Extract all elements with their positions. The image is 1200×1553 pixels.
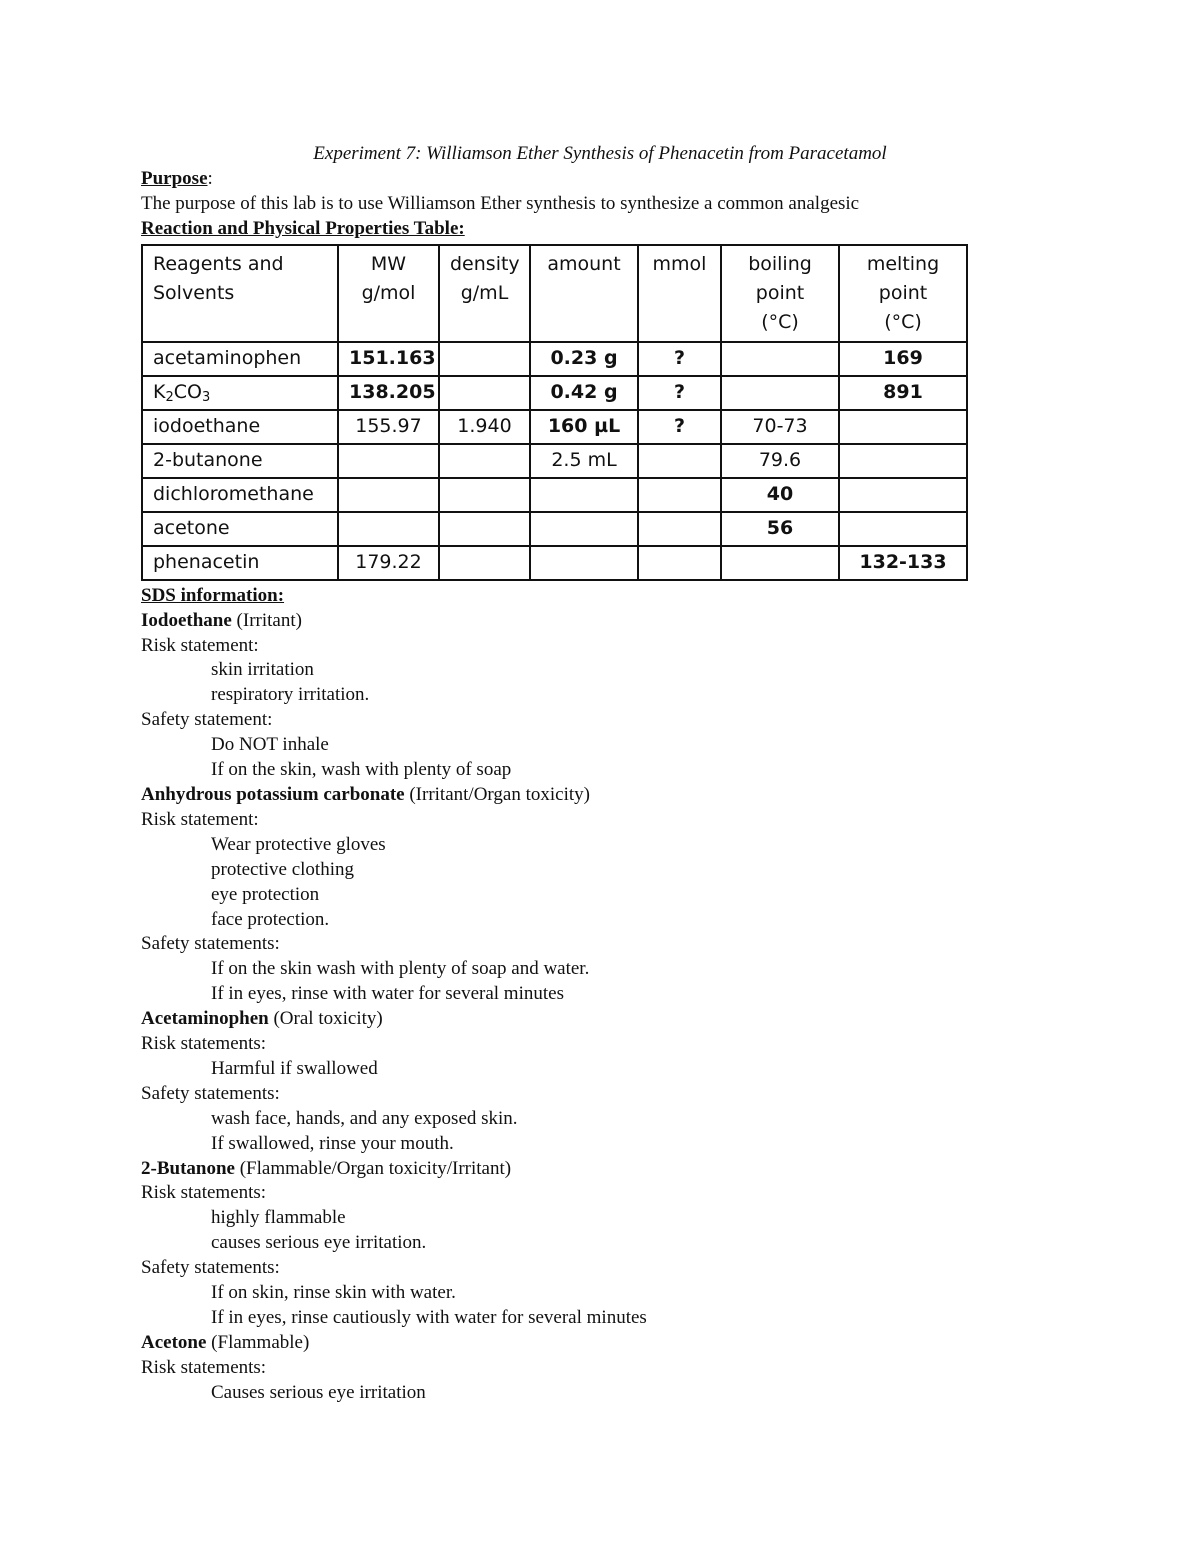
safety-item: If on the skin, wash with plenty of soap xyxy=(211,759,512,781)
cell-amount xyxy=(530,478,638,512)
header-mmol: mmol xyxy=(638,245,721,342)
cell-name: phenacetin xyxy=(142,546,338,580)
cell-amount: 0.23 g xyxy=(530,342,638,376)
cell-amount: 0.42 g xyxy=(530,376,638,410)
table-row xyxy=(142,478,967,512)
header-amount: amount xyxy=(530,245,638,342)
risk-label: Risk statements: xyxy=(141,1182,267,1204)
purpose-heading-line xyxy=(141,167,1041,192)
cell-mw: 179.22 xyxy=(338,546,439,580)
cell-mp xyxy=(839,410,967,444)
cell-mmol xyxy=(638,512,721,546)
risk-item: highly flammable xyxy=(211,1207,346,1229)
cell-name: dichloromethane xyxy=(142,478,338,512)
cell-name: 2-butanone xyxy=(142,444,338,478)
safety-item: Do NOT inhale xyxy=(211,734,329,756)
sds-acetaminophen-title: Acetaminophen (Oral toxicity) xyxy=(141,1008,383,1030)
safety-item: wash face, hands, and any exposed skin. xyxy=(211,1107,518,1129)
purpose-colon: : xyxy=(207,168,213,189)
table-header-row xyxy=(142,245,967,342)
safety-label: Safety statements: xyxy=(141,933,280,955)
document-body xyxy=(141,167,1041,1406)
risk-label: Risk statement: xyxy=(141,808,259,830)
safety-label: Safety statements: xyxy=(141,1257,280,1279)
cell-mmol: ? xyxy=(638,376,721,410)
cell-amount xyxy=(530,512,638,546)
cell-mp: 169 xyxy=(839,342,967,376)
safety-item: If in eyes, rinse cautiously with water for several minutes xyxy=(211,1307,647,1328)
cell-density xyxy=(439,376,530,410)
safety-label: Safety statement: xyxy=(141,709,273,731)
cell-mmol: ? xyxy=(638,342,721,376)
cell-name: $K_2CO_3$ xyxy=(142,376,338,410)
purpose-text: The purpose of this lab is to use Williamson Ether synthesis to synthesize a common analgesic xyxy=(141,192,860,214)
cell-mp xyxy=(839,444,967,478)
risk-item: face protection. xyxy=(211,908,330,930)
cell-density xyxy=(439,478,530,512)
cell-bp: 56 xyxy=(721,512,839,546)
header-mw: MW g/mol xyxy=(338,245,439,342)
cell-amount: 2.5 mL xyxy=(530,444,638,478)
header-density: density g/mL xyxy=(439,245,530,342)
table-row xyxy=(142,376,967,410)
risk-item: causes serious eye irritation. xyxy=(211,1232,427,1254)
purpose-heading: Purpose xyxy=(141,168,208,189)
cell-mp: 132-133 xyxy=(839,546,967,580)
risk-item: eye protection xyxy=(211,883,320,905)
header-melting-point: melting point (°C) xyxy=(839,245,967,342)
cell-mw xyxy=(338,512,439,546)
sds-k2co3-title: Anhydrous potassium carbonate (Irritant/Organ toxicity) xyxy=(141,783,590,805)
cell-density xyxy=(439,546,530,580)
cell-mmol: ? xyxy=(638,410,721,444)
sds-iodoethane-title: Iodoethane (Irritant) xyxy=(141,609,302,631)
cell-density xyxy=(439,512,530,546)
document-title: Experiment 7: Williamson Ether Synthesis of Phenacetin from Paracetamol xyxy=(313,143,887,164)
cell-mw: 151.163 xyxy=(338,342,439,376)
risk-item: protective clothing xyxy=(211,858,354,880)
risk-item: skin irritation xyxy=(211,659,314,681)
cell-density xyxy=(439,444,530,478)
cell-density xyxy=(439,342,530,376)
sds-acetone-title: Acetone (Flammable) xyxy=(141,1331,310,1353)
cell-mw xyxy=(338,478,439,512)
cell-bp: 70-73 xyxy=(721,410,839,444)
cell-mw: 138.205 xyxy=(338,376,439,410)
properties-table-wrapper xyxy=(141,244,1041,581)
cell-mw: 155.97 xyxy=(338,410,439,444)
cell-mmol xyxy=(638,478,721,512)
cell-mp xyxy=(839,478,967,512)
cell-bp: 79.6 xyxy=(721,444,839,478)
risk-item: respiratory irritation. xyxy=(211,684,370,706)
safety-label: Safety statements: xyxy=(141,1082,280,1104)
cell-mp xyxy=(839,512,967,546)
cell-name: iodoethane xyxy=(142,410,338,444)
sds-heading: SDS information: xyxy=(141,584,285,606)
cell-mmol xyxy=(638,444,721,478)
header-boiling-point: boiling point (°C) xyxy=(721,245,839,342)
table-row xyxy=(142,410,967,444)
header-reagents: Reagents and Solvents xyxy=(142,245,338,342)
table-row xyxy=(142,512,967,546)
cell-name: acetaminophen xyxy=(142,342,338,376)
cell-amount: 160 µL xyxy=(530,410,638,444)
risk-item: Causes serious eye irritation xyxy=(211,1381,426,1403)
cell-bp xyxy=(721,342,839,376)
table-heading: Reaction and Physical Properties Table: xyxy=(141,217,465,239)
risk-item: Harmful if swallowed xyxy=(211,1057,378,1079)
properties-table xyxy=(141,244,968,581)
cell-mmol xyxy=(638,546,721,580)
safety-item: If on skin, rinse skin with water. xyxy=(211,1282,456,1304)
cell-bp xyxy=(721,376,839,410)
safety-item: If swallowed, rinse your mouth. xyxy=(211,1132,454,1154)
table-row xyxy=(142,444,967,478)
risk-label: Risk statement: xyxy=(141,634,259,656)
table-row xyxy=(142,342,967,376)
risk-item: Wear protective gloves xyxy=(211,833,386,855)
cell-amount xyxy=(530,546,638,580)
cell-bp: 40 xyxy=(721,478,839,512)
cell-mp: 891 xyxy=(839,376,967,410)
safety-item: If in eyes, rinse with water for several minutes xyxy=(211,983,564,1005)
risk-label: Risk statements: xyxy=(141,1033,267,1055)
table-row xyxy=(142,546,967,580)
cell-mw xyxy=(338,444,439,478)
cell-name: acetone xyxy=(142,512,338,546)
cell-bp xyxy=(721,546,839,580)
safety-item: If on the skin wash with plenty of soap and water. xyxy=(211,958,590,980)
sds-butanone-title: 2-Butanone (Flammable/Organ toxicity/Irritant) xyxy=(141,1157,512,1179)
risk-label: Risk statements: xyxy=(141,1356,267,1378)
cell-density: 1.940 xyxy=(439,410,530,444)
